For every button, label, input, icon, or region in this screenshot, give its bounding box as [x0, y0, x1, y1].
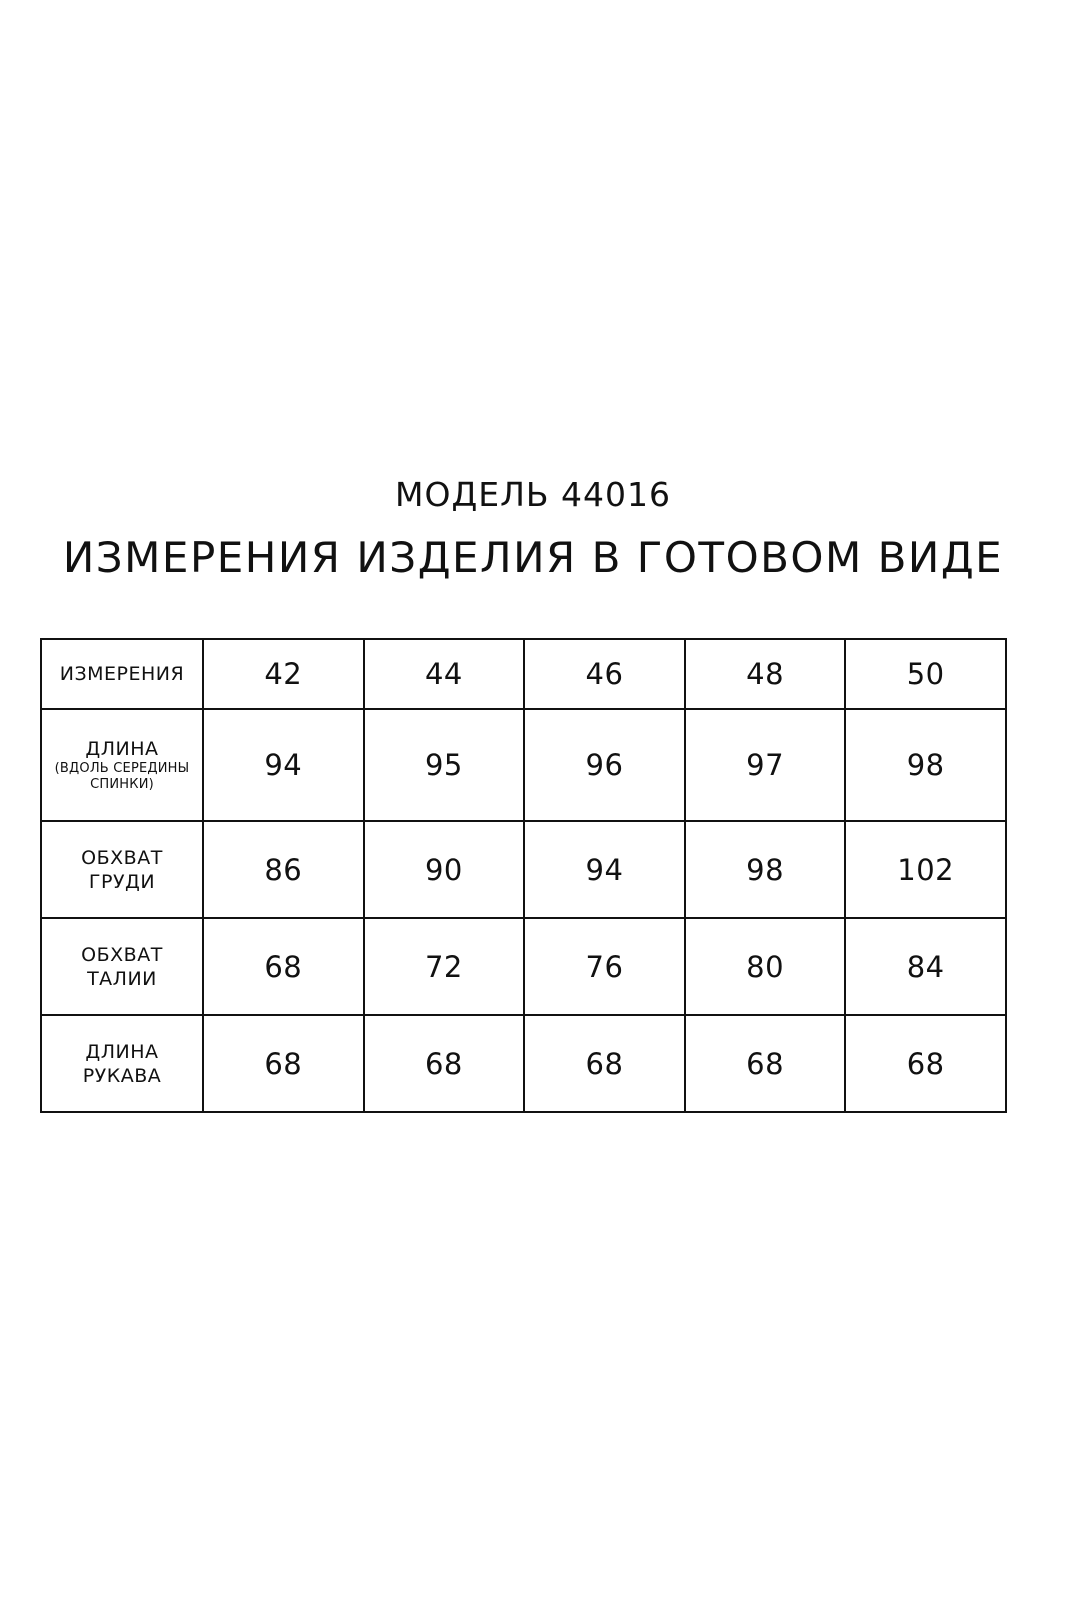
- row-label-line1: ОБХВАТ: [81, 943, 163, 966]
- row-label-line1: ДЛИНА: [85, 737, 159, 760]
- table-row-chest: [41, 821, 1006, 918]
- value-cell: 72: [364, 918, 525, 1015]
- size-table: [40, 638, 1007, 1113]
- table-row-sleeve: [41, 1015, 1006, 1112]
- row-label-cell: [41, 709, 203, 821]
- table-row-waist: [41, 918, 1006, 1015]
- value-cell: 80: [685, 918, 846, 1015]
- row-label-line2: ТАЛИИ: [87, 967, 157, 990]
- value-cell: 97: [685, 709, 846, 821]
- page-heading: ИЗМЕРЕНИЯ ИЗДЕЛИЯ В ГОТОВОМ ВИДЕ: [62, 533, 1004, 582]
- value-cell: 95: [364, 709, 525, 821]
- row-label-cell: [41, 918, 203, 1015]
- header-label-cell: [41, 639, 203, 709]
- table-row-length: [41, 709, 1006, 821]
- row-label-line2: РУКАВА: [82, 1064, 162, 1087]
- header-label: ИЗМЕРЕНИЯ: [59, 662, 185, 685]
- value-cell: 68: [685, 1015, 846, 1112]
- row-label-line2: ГРУДИ: [88, 870, 156, 893]
- value-cell: 94: [203, 709, 364, 821]
- value-cell: 68: [524, 1015, 685, 1112]
- value-cell: 90: [364, 821, 525, 918]
- value-cell: 102: [845, 821, 1006, 918]
- model-title: МОДЕЛЬ 44016: [395, 475, 671, 514]
- value-cell: 94: [524, 821, 685, 918]
- size-header-cell: 50: [845, 639, 1006, 709]
- row-label-cell: [41, 821, 203, 918]
- value-cell: 96: [524, 709, 685, 821]
- value-cell: 84: [845, 918, 1006, 1015]
- value-cell: 68: [845, 1015, 1006, 1112]
- size-header-cell: 44: [364, 639, 525, 709]
- size-header-cell: 46: [524, 639, 685, 709]
- value-cell: 68: [203, 918, 364, 1015]
- value-cell: 68: [203, 1015, 364, 1112]
- row-label-cell: [41, 1015, 203, 1112]
- value-cell: 98: [685, 821, 846, 918]
- row-label-line1: ОБХВАТ: [81, 846, 163, 869]
- size-header-cell: 42: [203, 639, 364, 709]
- table-header-row: [41, 639, 1006, 709]
- value-cell: 68: [364, 1015, 525, 1112]
- value-cell: 76: [524, 918, 685, 1015]
- row-label-sub: (ВДОЛЬ СЕРЕДИНЫ СПИНКИ): [54, 760, 190, 792]
- value-cell: 86: [203, 821, 364, 918]
- size-header-cell: 48: [685, 639, 846, 709]
- row-label-line1: ДЛИНА: [85, 1040, 159, 1063]
- value-cell: 98: [845, 709, 1006, 821]
